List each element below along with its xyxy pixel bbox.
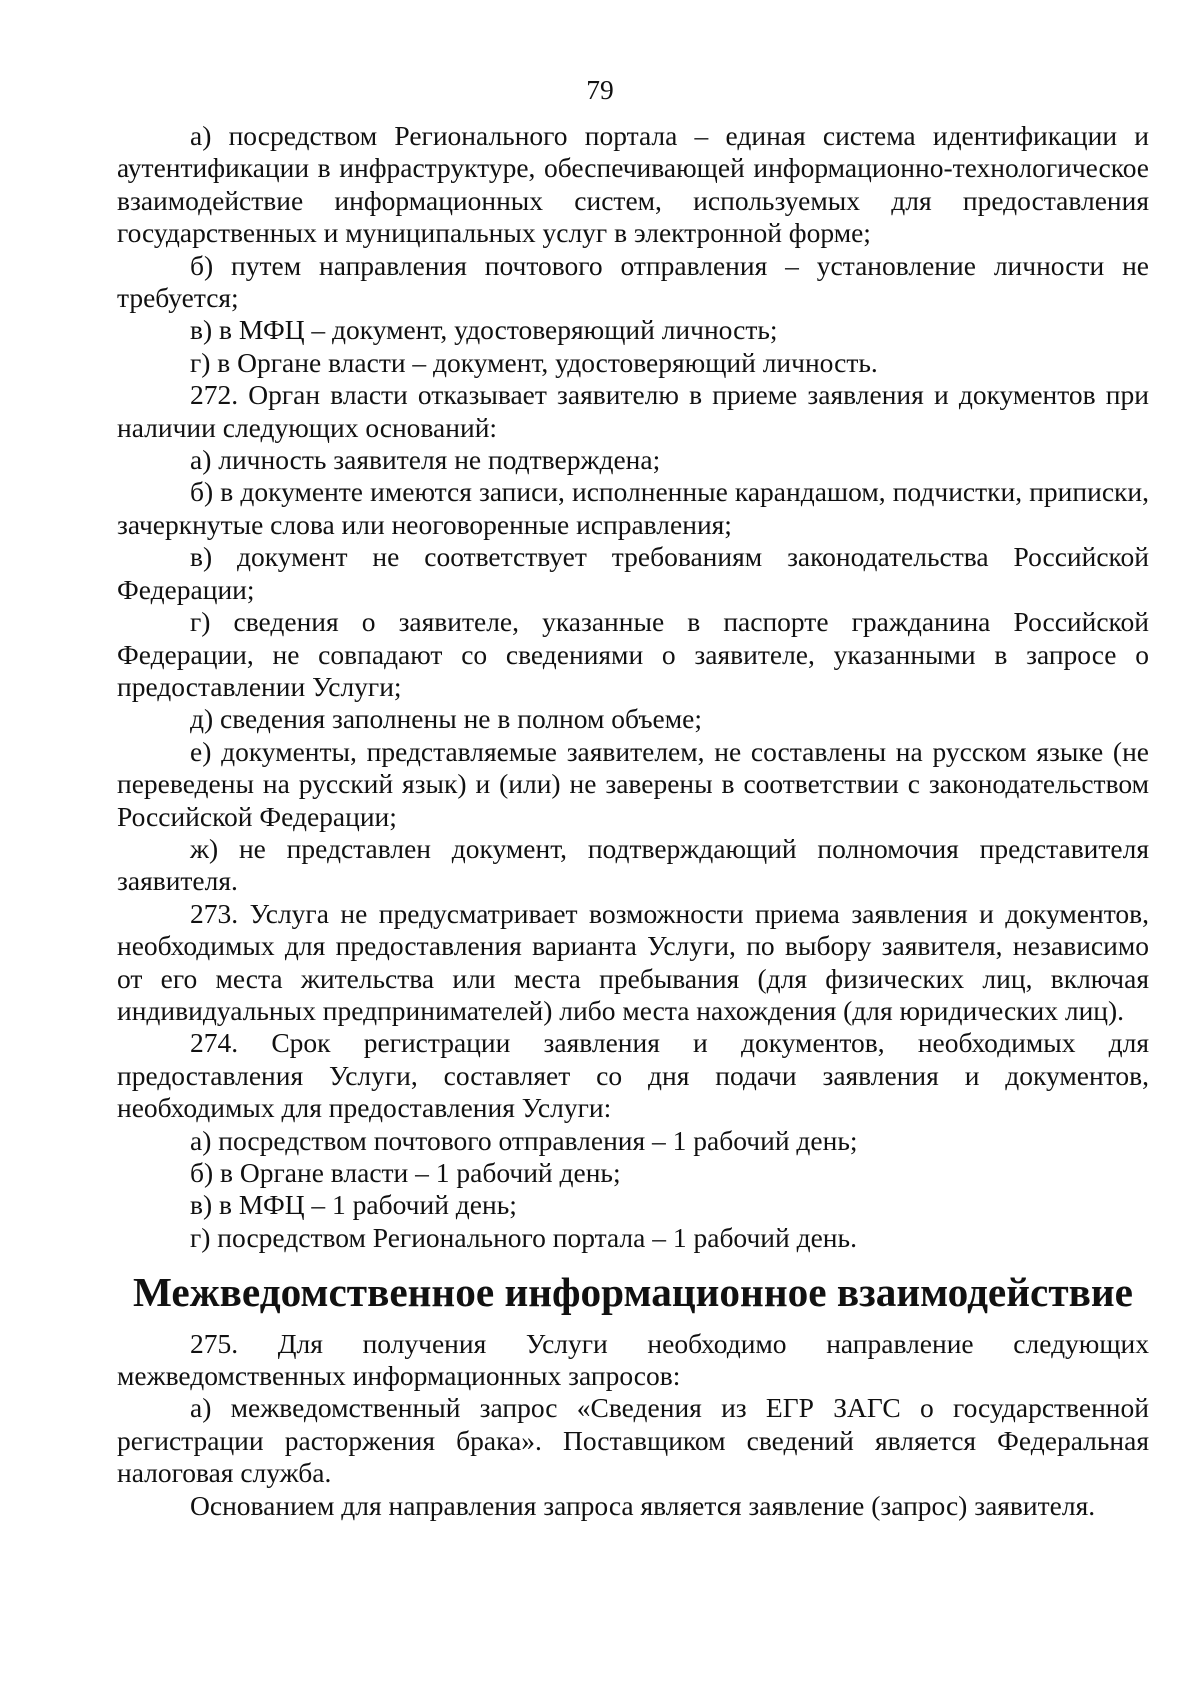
paragraph-272-g: г) сведения о заявителе, указанные в паспорте гражданина Российской Федерации, не совпадают со сведениями о заявителе, указанными в запросе о предоставлении Услуги; (117, 606, 1149, 702)
paragraph-item-v-mfc: в) в МФЦ – документ, удостоверяющий личность; (190, 314, 778, 346)
document-body (117, 120, 1149, 1522)
paragraph-274-g: г) посредством Регионального портала – 1 рабочий день. (190, 1221, 857, 1253)
paragraph-272: 272. Орган власти отказывает заявителю в приеме заявления и документов при наличии следующих оснований: (117, 379, 1149, 443)
paragraph-274-b: б) в Органе власти – 1 рабочий день; (190, 1157, 621, 1188)
paragraph-272-b: б) в документе имеются записи, исполненные карандашом, подчистки, приписки, зачеркнутые слова или неоговоренные исправления; (117, 476, 1149, 540)
section-heading: Межведомственное информационное взаимодействие (133, 1269, 1133, 1316)
paragraph-275-a: а) межведомственный запрос «Сведения из ЕГР ЗАГС о государственной регистрации расторжения брака». Поставщиком сведений является Федеральная налоговая служба. (117, 1392, 1149, 1489)
paragraph-item-b-postal: б) путем направления почтового отправления – установление личности не требуется; (117, 249, 1149, 314)
paragraph-273: 273. Услуга не предусматривает возможности приема заявления и документов, необходимых для предоставления варианта Услуги, по выбору заявителя, независимо от его места жительства или места пребывания (для физических лиц, включая индивидуальных предпринимателей) либо места нахождения (для юридических лиц). (117, 897, 1149, 1026)
paragraph-272-v: в) документ не соответствует требованиям законодательства Российской Федерации; (117, 541, 1149, 605)
paragraph-274: 274. Срок регистрации заявления и документов, необходимых для предоставления Услуги, составляет со дня подачи заявления и документов, необходимых для предоставления Услуги: (117, 1027, 1149, 1124)
paragraph-272-d: д) сведения заполнены не в полном объеме; (190, 703, 703, 735)
paragraph-item-a-regional-portal: а) посредством Регионального портала – единая система идентификации и аутентификации в инфраструктуре, обеспечивающей информационно-технологическое взаимодействие информационных систем, используемых для предоставления государственных и муниципальных услуг в электронной форме; (117, 120, 1149, 249)
paragraph-272-zh: ж) не представлен документ, подтверждающий полномочия представителя заявителя. (117, 832, 1149, 897)
paragraph-item-g-authority: г) в Органе власти – документ, удостоверяющий личность. (190, 346, 878, 378)
paragraph-275: 275. Для получения Услуги необходимо направление следующих межведомственных информационных запросов: (117, 1327, 1149, 1392)
paragraph-272-e: е) документы, представляемые заявителем, не составлены на русском языке (не переведены на русский язык) и (или) не заверены в соответствии с законодательством Российской Федерации; (117, 735, 1149, 832)
paragraph-274-v: в) в МФЦ – 1 рабочий день; (190, 1189, 517, 1221)
paragraph-272-a: а) личность заявителя не подтверждена; (190, 444, 661, 476)
paragraph-basis: Основанием для направления запроса является заявление (запрос) заявителя. (190, 1489, 1096, 1521)
paragraph-274-a: а) посредством почтового отправления – 1 рабочий день; (190, 1124, 858, 1156)
page-number: 79 (586, 74, 614, 105)
